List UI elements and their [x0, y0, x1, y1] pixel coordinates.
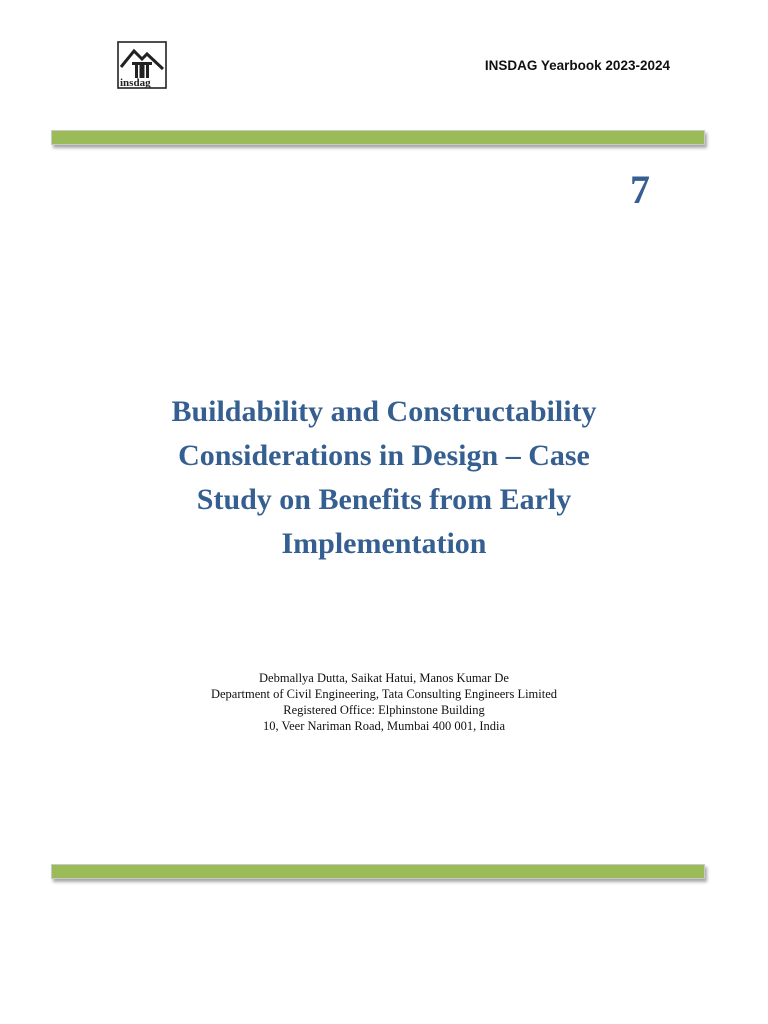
author-address: 10, Veer Nariman Road, Mumbai 400 001, India [262, 719, 506, 733]
insdag-logo-icon [117, 41, 167, 89]
logo-text: insdag [120, 77, 151, 89]
top-divider-band [51, 130, 705, 145]
header-title: INSDAG Yearbook 2023-2024 [484, 58, 670, 73]
paper-title-line: Considerations in Design – Case [178, 439, 590, 472]
chapter-number: 7 [630, 167, 650, 212]
bottom-divider-band [51, 864, 705, 879]
paper-title-line: Implementation [281, 527, 487, 560]
paper-title [84, 390, 684, 566]
paper-title-line: Study on Benefits from Early [196, 483, 572, 516]
author-names: Debmallya Dutta, Saikat Hatui, Manos Kumar De [259, 671, 509, 685]
author-block [84, 670, 684, 734]
paper-title-line: Buildability and Constructability [171, 395, 597, 428]
author-office: Registered Office: Elphinstone Building [283, 703, 485, 717]
author-department: Department of Civil Engineering, Tata Consulting Engineers Limited [210, 687, 558, 701]
insdag-logo [117, 41, 167, 89]
